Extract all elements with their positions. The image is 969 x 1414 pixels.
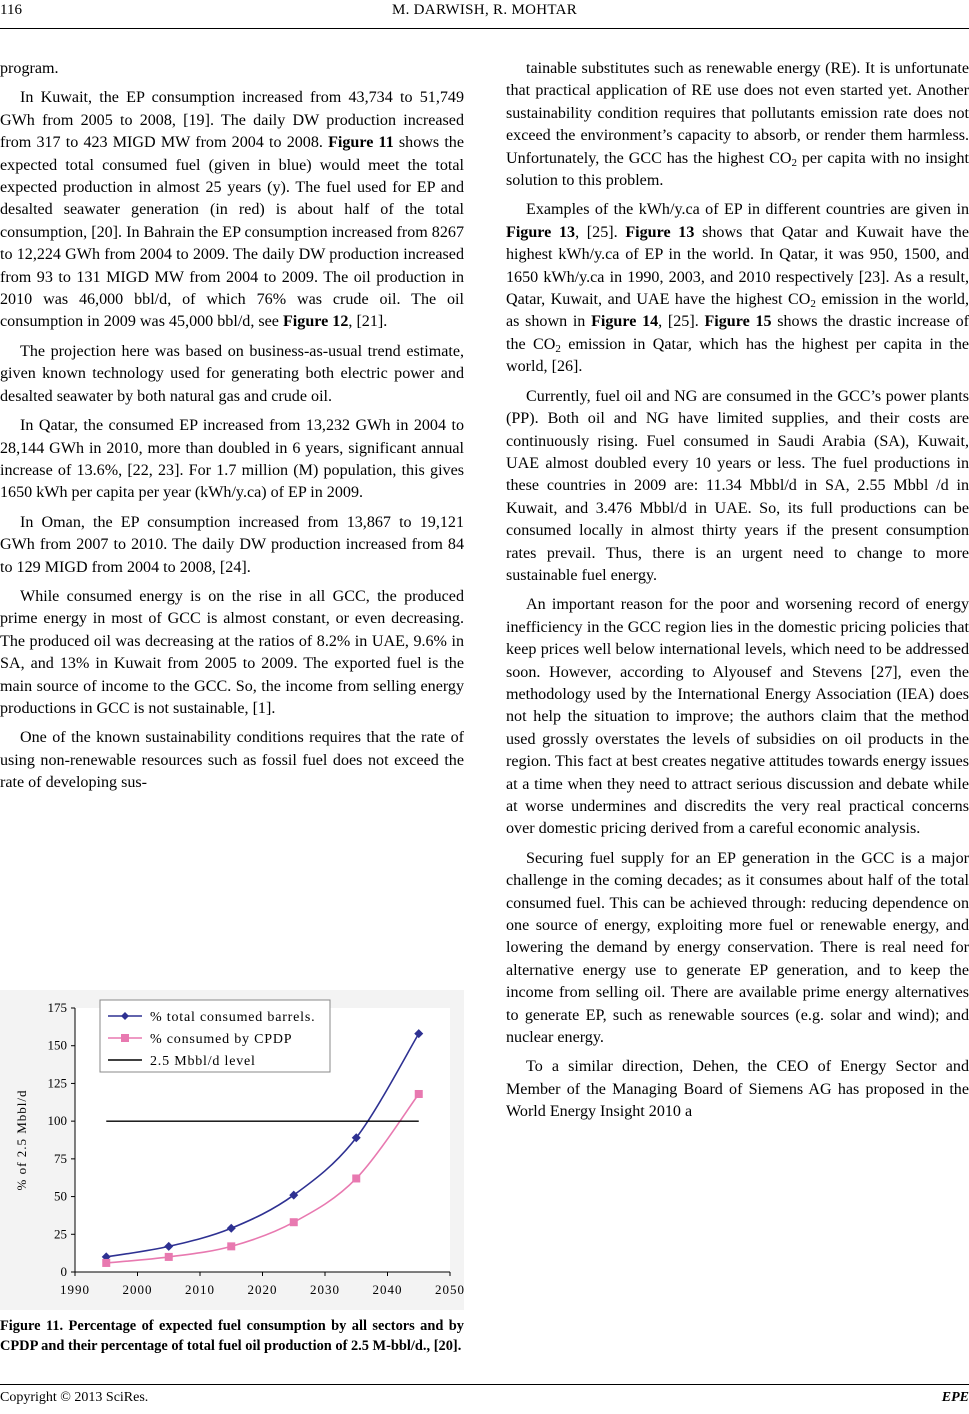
y-tick-label: 125	[47, 1075, 67, 1091]
figure-reference: Figure 13	[506, 223, 576, 241]
page-footer	[0, 1384, 969, 1414]
figure-11-chart	[0, 990, 464, 1310]
y-axis-label: % of 2.5 Mbbl/d	[14, 1089, 29, 1191]
data-point-square	[290, 1218, 298, 1226]
x-tick-label: 2030	[310, 1282, 340, 1297]
x-tick-label: 2040	[372, 1282, 403, 1297]
paragraph: To a similar direction, Dehen, the CEO of Energy Sector and Member of the Managing Board of Siemens AG has proposed in the World Energy Insight 2010 a	[506, 1058, 969, 1121]
y-tick-label: 75	[54, 1150, 67, 1166]
paragraph: Examples of the kWh/y.ca of EP in different countries are given in Figure 13, [25]. Figure 13 shows that Qatar and Kuwait have the highest kWh/y.ca of EP in the world. In Qatar, it was 950, 1500, and 1650 kWh/y.ca in 1990, 2003, and 2010 respectively [23]. As a result, Qatar, Kuwait, and UAE have the highest $CO_2$ emission in the world, as shown in Figure 14, [25]. Figure 15 shows the drastic increase of the $CO_2$ emission in Qatar, which has the highest per capita in the world, [26].	[506, 201, 969, 376]
x-tick-label: 1990	[60, 1282, 90, 1297]
x-tick-label: 2010	[185, 1282, 215, 1297]
data-point-square	[352, 1174, 360, 1182]
figure-caption: Figure 11. Percentage of expected fuel consumption by all sectors and by CPDP and their percentage of total fuel oil production of 2.5 M-bbl/d., [20].	[0, 1318, 464, 1354]
data-point-square	[227, 1242, 235, 1250]
paragraph: The projection here was based on business-as-usual trend estimate, given known technology used for generating both electric power and desalted seawater by both natural gas and crude oil.	[0, 342, 464, 405]
figure-reference: Figure 15	[704, 313, 772, 331]
x-tick-label: 2050	[435, 1282, 464, 1297]
subscript: 2	[555, 342, 561, 355]
y-tick-label: 50	[54, 1188, 67, 1204]
journal-abbrev: EPE	[941, 1390, 969, 1405]
data-point-square	[165, 1253, 173, 1261]
y-tick-label: 175	[47, 1000, 67, 1015]
y-tick-label: 0	[60, 1264, 67, 1279]
legend-entry-label: % total consumed barrels.	[150, 1010, 316, 1025]
paragraph: One of the known sustainability conditions requires that the rate of using non-renewable resources such as fossil fuel does not exceed the rate of developing sus-	[0, 729, 464, 792]
page-number: 116	[0, 2, 22, 18]
data-point-square	[415, 1090, 423, 1098]
paragraph: In Qatar, the consumed EP increased from 13,232 GWh in 2004 to 28,144 GWh in 2010, more than doubled in 6 years, significant annual increase of 13.6%, [22, 23]. For 1.7 million (M) population, this gives 1650 kWh per capita per year (kWh/y.ca) of EP in 2009.	[0, 417, 464, 502]
running-head-authors: M. DARWISH, R. MOHTAR	[391, 2, 578, 18]
subscript: 2	[810, 298, 816, 311]
left-column	[0, 58, 464, 802]
subscript: 2	[791, 156, 797, 169]
paragraph: tainable substitutes such as renewable energy (RE). It is unfortunate that practical application of RE use does not even started yet. Another sustainability condition requires that pollutants emission rate does not exceed the environment’s capacity to absorb, or render them harmless. Unfortunately, the GCC has the highest $CO_2$ per capita with no insight solution to this problem.	[506, 60, 969, 190]
paragraph: In Oman, the EP consumption increased from 13,867 to 19,121 GWh from 2007 to 2010. The daily DW production increased from 84 to 129 MIGD from 2004 to 2008, [24].	[0, 513, 464, 576]
page-header	[0, 2, 969, 30]
figure-reference: Figure 14	[591, 313, 659, 331]
y-tick-label: 100	[47, 1113, 67, 1129]
header-rule	[0, 28, 969, 29]
x-tick-label: 2020	[247, 1282, 278, 1297]
paragraph: While consumed energy is on the rise in all GCC, the produced prime energy in most of GCC is almost constant, or even decreasing. The produced oil was decreasing at the ratios of 8.2% in UAE, 9.6% in SA, and 13% in Kuwait from 2005 to 2009. The exported fuel is the main source of income to the GCC. So, the income from selling energy productions in GCC is not sustainable, [1].	[0, 587, 464, 717]
paragraph: Currently, fuel oil and NG are consumed in the GCC’s power plants (PP). Both oil and NG have limited supplies, and their costs are continuously rising. Fuel consumed in Saudi Arabia (SA), Kuwait, UAE almost doubled every 10 years or less. The fuel productions in these countries in 2009 are: 11.34 Mbbl/d in SA, 2.55 Mbbl /d in Kuwait, and 3.476 Mbbl/d in UAE. So, its full productions can be consumed locally in almost thirty years if the present consumption rates prevail. Thus, there is an urgent need to change to more sustainable fuel energy.	[506, 387, 969, 584]
legend-entry-label: 2.5 Mbbl/d level	[150, 1054, 256, 1069]
paragraph: In Kuwait, the EP consumption increased from 43,734 to 51,749 GWh from 2005 to 2008, [19]. The daily DW production increased from 317 to 423 MIGD MW from 2004 to 2008. Figure 11 shows the expected total consumed fuel (given in blue) would meet the total expected production in almost 25 years (y). The fuel used for EP and desalted seawater generation (in red) is about half of the total consumption, [20]. In Bahrain the EP consumption increased from 8267 to 12,224 GWh from 2004 to 2009. The daily DW production increased from 93 to 131 MIGD MW from 2004 to 2009. The oil production in 2010 was 46,000 bbl/d, of which 76% was crude oil. The oil consumption in 2009 was 45,000 bbl/d, see Figure 12, [21].	[0, 89, 464, 331]
line-chart	[0, 990, 464, 1310]
paragraph: An important reason for the poor and worsening record of energy inefficiency in the GCC region lies in the domestic pricing policies that keep prices well below international levels, which need to be addressed soon. However, according to Alyousef and Stevens [27], even the methodology used by the International Energy Association (IEA) does not help the situation to improve; the authors claim that the method used grossly overstates the levels of subsidies on oil products in the region. This fact at best creates negative attitudes towards energy issues at a time when they need to attract serious discussion and debate while at worse undermines and discredits the very real practical concerns over domestic pricing derived from a careful economic analysis.	[506, 596, 969, 838]
paragraph: Securing fuel supply for an EP generation in the GCC is a major challenge in the coming decades; as it consumes about half of the total consumed fuel. This can be achieved through: reducing dependence on one source of energy, exploiting more fuel or renewable energy, and lowering the demand by energy conservation. There is real need for alternative energy use to generate EP generation, and to keep the income from selling oil. There are available prime energy alternatives to generate EP, such as renewable sources (e.g. solar and wind); and nuclear energy.	[506, 849, 969, 1047]
figure-reference: Figure 13	[625, 223, 695, 241]
legend-marker-square	[121, 1034, 129, 1042]
right-column	[506, 58, 969, 1131]
paragraph: program.	[0, 60, 59, 77]
figure-reference: Figure 11	[328, 134, 394, 152]
legend-entry-label: % consumed by CPDP	[150, 1032, 293, 1047]
copyright-notice: Copyright © 2013 SciRes.	[0, 1390, 149, 1405]
y-tick-label: 150	[47, 1037, 67, 1053]
figure-reference: Figure 12	[282, 313, 349, 331]
x-tick-label: 2000	[122, 1282, 153, 1297]
data-point-square	[102, 1259, 110, 1267]
y-tick-label: 25	[54, 1226, 67, 1242]
